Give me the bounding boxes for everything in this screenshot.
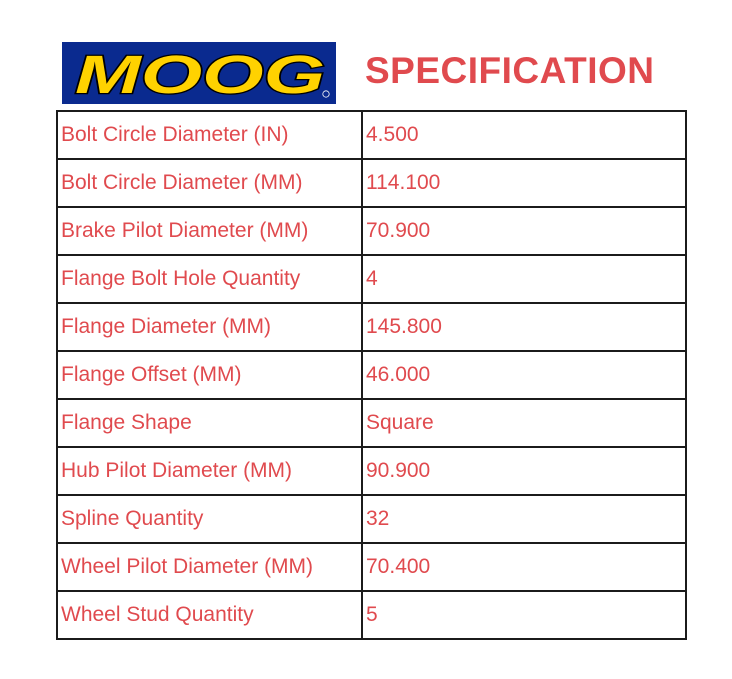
spec-label: Flange Bolt Hole Quantity [57,255,362,303]
spec-row [57,591,686,639]
specification-table [56,110,687,640]
spec-value: 4.500 [362,111,686,159]
spec-label: Flange Diameter (MM) [57,303,362,351]
spec-label: Flange Offset (MM) [57,351,362,399]
specification-table-body [57,111,686,639]
spec-label: Bolt Circle Diameter (IN) [57,111,362,159]
spec-value: 90.900 [362,447,686,495]
spec-label: Wheel Pilot Diameter (MM) [57,543,362,591]
spec-label: Hub Pilot Diameter (MM) [57,447,362,495]
spec-value: 70.400 [362,543,686,591]
moog-logo [62,42,336,104]
spec-row [57,495,686,543]
spec-value: 4 [362,255,686,303]
spec-value: Square [362,399,686,447]
spec-row [57,543,686,591]
spec-label: Brake Pilot Diameter (MM) [57,207,362,255]
spec-row [57,159,686,207]
spec-label: Wheel Stud Quantity [57,591,362,639]
spec-row [57,351,686,399]
spec-value: 70.900 [362,207,686,255]
spec-label: Bolt Circle Diameter (MM) [57,159,362,207]
spec-value: 114.100 [362,159,686,207]
spec-row [57,303,686,351]
logo-text: MOOG [75,45,325,104]
spec-label: Spline Quantity [57,495,362,543]
spec-value: 46.000 [362,351,686,399]
spec-row [57,207,686,255]
spec-value: 5 [362,591,686,639]
spec-row [57,447,686,495]
spec-label: Flange Shape [57,399,362,447]
page-title: SPECIFICATION [365,50,655,91]
spec-row [57,399,686,447]
moog-logo-wordmark [62,42,336,104]
spec-value: 145.800 [362,303,686,351]
spec-row [57,255,686,303]
spec-row [57,111,686,159]
spec-value: 32 [362,495,686,543]
